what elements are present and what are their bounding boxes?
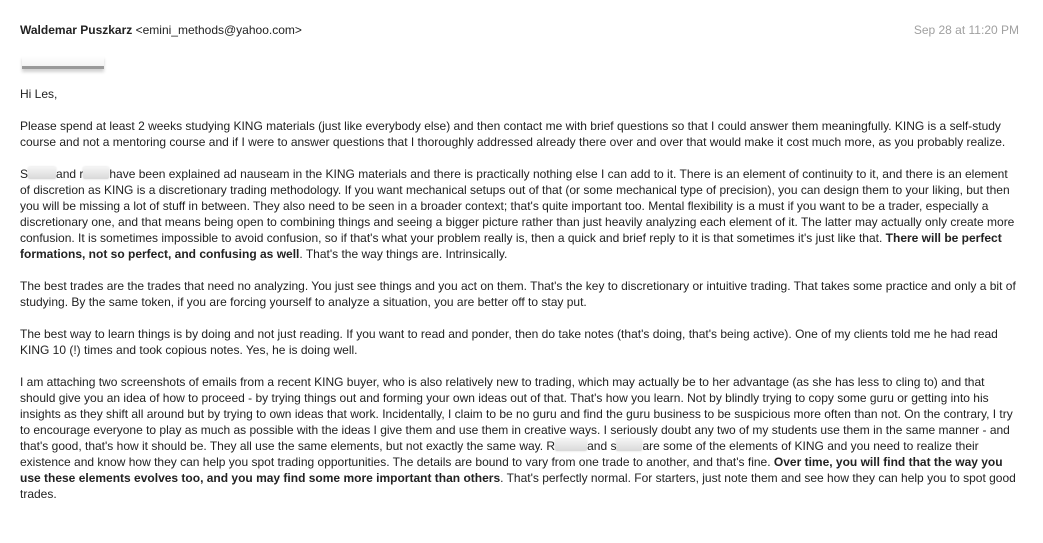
- p5-text-c: are some of the elements of KING and you need to realize their existence and know how they can help you spot trading opportunities. The details are bound to vary from one trade to another, and that's fine.: [20, 439, 979, 469]
- message-header: [20, 22, 1023, 38]
- p2-text-b: and r: [56, 167, 84, 181]
- sender-email[interactable]: <emini_methods@yahoo.com>: [135, 23, 302, 37]
- p2-text-c: have been explained ad nauseam in the KING materials and there is practically nothing else I can add to it. There is an element of continuity to it, and there is an element of discretion as KING is a discretionary trading methodology. If you want mechanical setups out of that (or some mechanical type of precision), you can design them to your liking, but then you will be missing a lot of stuff in between. They also need to be seen in a broader context; that's quite important too. Mental flexibility is a must if you want to be a trader, especially a discretionary one, and that means being open to combining things and seeing a bigger picture rather than just heavily analyzing each element of it. The latter may actually only create more confusion. It is sometimes impossible to avoid confusion, so if that's what your problem really is, then a quick and brief reply to it is that sometimes it's just like that.: [20, 167, 1015, 245]
- p5-bold: Over time, you will find that the way you use these elements evolves too, and you may find some more important than others: [20, 455, 1003, 485]
- p2-text-d: . That's the way things are. Intrinsically.: [299, 247, 508, 261]
- sender-name[interactable]: Waldemar Puszkarz: [20, 23, 133, 37]
- redacted-word: [616, 439, 642, 451]
- redacted-word: [83, 167, 109, 179]
- redacted-recipient: [22, 56, 104, 69]
- paragraph-2: [20, 166, 1020, 262]
- p2-text-a: S: [20, 167, 29, 181]
- message-date: Sep 28 at 11:20 PM: [913, 23, 1019, 37]
- redacted-word: [28, 167, 56, 179]
- paragraph-4: The best way to learn things is by doing and not just reading. If you want to read and ponder, then do take notes (that's doing, that's being active). One of my clients told me he had read KING 10 (!) times and took copious notes. Yes, he is doing well.: [20, 327, 998, 357]
- p2-bold: There will be perfect formations, not so perfect, and confusing as well: [20, 231, 1002, 261]
- paragraph-3: The best trades are the trades that need no analyzing. You just see things and you act on them. That's the key to discretionary or intuitive trading. That takes some practice and only a bit of studying. By the same token, if you are forcing yourself to analyze a situation, you are better off to stay put.: [20, 279, 1016, 309]
- p5-text-a: I am attaching two screenshots of emails from a recent KING buyer, who is also relatively new to trading, which may actually be to her advantage (as she has less to cling to) and that should give you an idea of how to proceed - by trying things out and forming your own ideas out of that. That's how you learn. Not by blindly trying to copy some guru or getting into his insights as they shift all around but by trying to own ideas that work. Incidentally, I claim to be no guru and find the guru business to be suspicious more often than not. On the contrary, I try to encourage everyone to play as much as possible with the ideas I give them and use them in creative ways. I seriously doubt any two of my students use them in the same manner - and that's good, that's how it should be. They all use the same elements, but not exactly the same way. R: [20, 375, 1013, 453]
- p5-text-b: and s: [587, 439, 617, 453]
- greeting: Hi Les,: [20, 87, 58, 101]
- paragraph-5: [20, 374, 1020, 502]
- redacted-word: [555, 439, 587, 451]
- paragraph-1: Please spend at least 2 weeks studying KING materials (just like everybody else) and then contact me with brief questions so that I could answer them meaningfully. KING is a self-study course and not a mentoring course and if I were to answer questions that I thoroughly addressed already there over and over that would make it cost much more, as you probably realize.: [20, 119, 1006, 149]
- p5-text-d: . That's perfectly normal. For starters, just note them and see how they can help you to spot good trades.: [20, 471, 1016, 501]
- message-body: [20, 86, 1020, 518]
